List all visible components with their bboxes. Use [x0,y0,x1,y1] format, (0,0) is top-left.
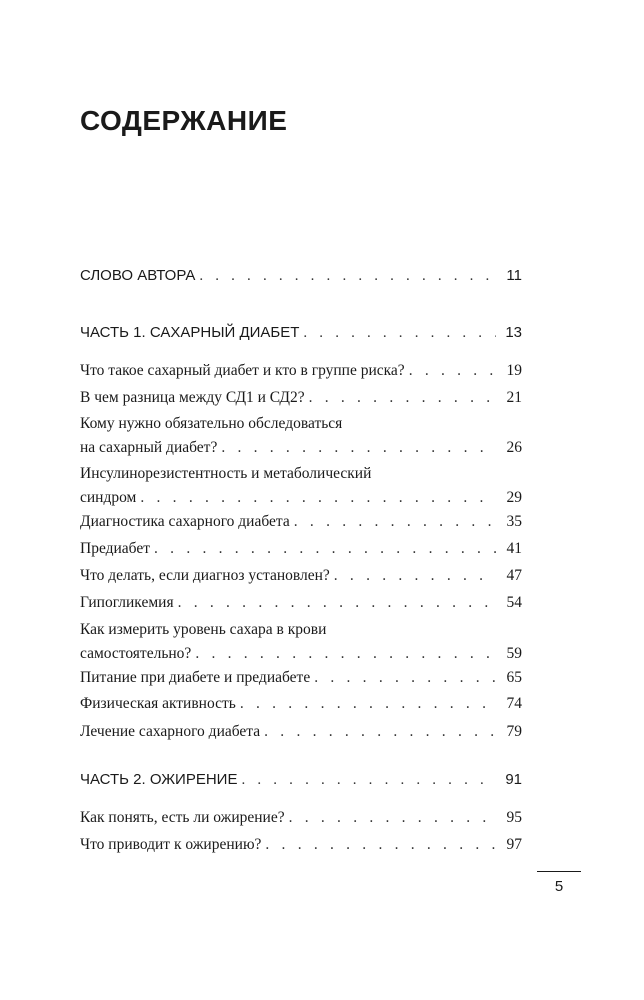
toc-entry-page: 29 [496,486,522,510]
toc-entry-page: 11 [496,264,522,288]
dot-leader [195,642,496,666]
toc-entry-page: 74 [496,692,522,716]
toc-entry-title: Диагностика сахарного диабета [80,510,294,534]
toc-entry-title-line1: Инсулинорезистентность и метаболический [80,465,372,482]
dot-leader [294,510,496,534]
toc-entry-title: Физическая активность [80,692,240,716]
toc-entry[interactable] [80,806,522,830]
toc-entry[interactable] [80,692,522,716]
toc-entry-title: Предиабет [80,537,154,561]
page-title: СОДЕРЖАНИЕ [80,105,288,136]
dot-leader [221,436,496,460]
toc-entry-title: Гипогликемия [80,591,178,615]
toc-entry-title: Лечение сахарного диабета [80,720,264,744]
toc-entry-title: Что приводит к ожирению? [80,833,265,857]
toc-entry-title: В чем разница между СД1 и СД2? [80,386,309,410]
toc-entry-page: 13 [496,321,522,345]
dot-leader [289,806,496,830]
toc-entry-page: 95 [496,806,522,830]
toc-entry-page: 26 [496,436,522,460]
dot-leader [264,720,496,744]
dot-leader [241,768,496,792]
footer-rule [537,871,581,872]
toc-entry-title: СЛОВО АВТОРА [80,264,199,288]
toc-entry[interactable] [80,264,522,288]
toc-entry[interactable] [80,720,522,744]
dot-leader [240,692,496,716]
toc-entry[interactable] [80,359,522,383]
toc-entry-title: Что делать, если диагноз установлен? [80,564,334,588]
toc-entry-page: 59 [496,642,522,666]
toc-entry-page: 35 [496,510,522,534]
toc-entry-title: ЧАСТЬ 2. ОЖИРЕНИЕ [80,768,241,792]
toc-entry-page: 91 [496,768,522,792]
toc-entry[interactable] [80,412,522,460]
toc-entry[interactable] [80,386,522,410]
toc-entry-page: 79 [496,720,522,744]
toc-entry-title: на сахарный диабет? [80,436,221,460]
toc-entry-title: Питание при диабете и предиабете [80,666,314,690]
toc-entry[interactable] [80,537,522,561]
toc-entry-page: 47 [496,564,522,588]
dot-leader [314,666,496,690]
toc-entry-title-line1: Кому нужно обязательно обследоваться [80,415,343,432]
toc-entry[interactable] [80,510,522,534]
toc-entry[interactable] [80,833,522,857]
toc-entry-title: Что такое сахарный диабет и кто в группе риска? [80,359,409,383]
toc-entry-title-line1: Как измерить уровень сахара в крови [80,621,327,638]
toc-entry[interactable] [80,564,522,588]
toc-entry-page: 54 [496,591,522,615]
toc-entry[interactable] [80,618,522,666]
dot-leader [334,564,496,588]
toc-entry-page: 97 [496,833,522,857]
dot-leader [409,359,496,383]
dot-leader [154,537,496,561]
toc-entry-page: 19 [496,359,522,383]
toc-entry-title: самостоятельно? [80,642,195,666]
toc-entry[interactable] [80,321,522,345]
toc-entry-page: 41 [496,537,522,561]
toc-entry[interactable] [80,666,522,690]
toc-entry-title: Как понять, есть ли ожирение? [80,806,289,830]
dot-leader [303,321,496,345]
dot-leader [178,591,496,615]
toc-entry-title: ЧАСТЬ 1. САХАРНЫЙ ДИАБЕТ [80,321,303,345]
toc-entry[interactable] [80,462,522,510]
dot-leader [199,264,496,288]
dot-leader [265,833,496,857]
toc-entry-title: синдром [80,486,140,510]
toc-entry-page: 21 [496,386,522,410]
dot-leader [140,486,496,510]
page-number: 5 [554,878,564,895]
dot-leader [309,386,496,410]
toc-entry[interactable] [80,768,522,792]
toc-entry[interactable] [80,591,522,615]
toc-entry-page: 65 [496,666,522,690]
